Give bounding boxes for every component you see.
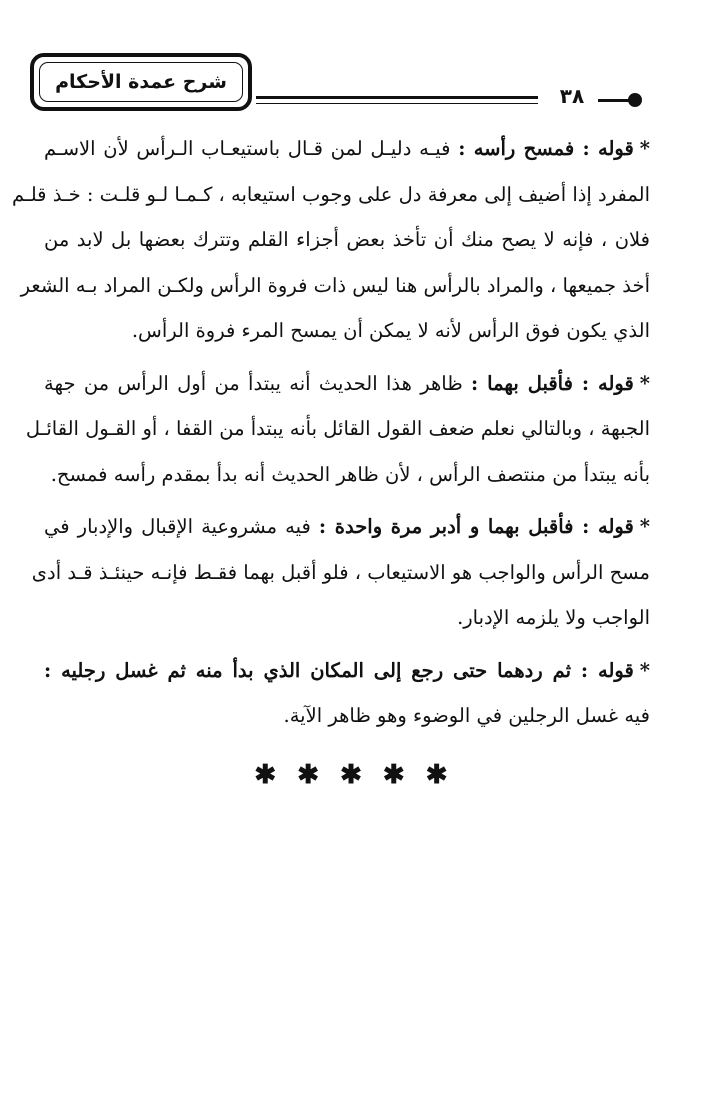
bullet-star-icon: * <box>639 137 650 160</box>
paragraph-line: المفرد إذا أضيف إلى معرفة دل على وجوب استيعابه ، كـمـا لـو قلـت : خـذ قلـم <box>12 182 650 206</box>
header-rule-thin <box>256 103 538 104</box>
header-title: شرح عمدة الأحكام <box>55 71 227 93</box>
paragraph-lead: قوله : فمسح رأسه : <box>458 137 634 160</box>
body-text <box>12 126 650 746</box>
paragraph-line <box>44 126 650 172</box>
paragraph-3 <box>31 504 650 641</box>
paragraph-line: فيه غسل الرجلين في الوضوء وهو ظاهر الآية. <box>283 704 650 727</box>
paragraph-text: ظاهر هذا الحديث أنه يبتدأ من أول الرأس من جهة <box>44 371 463 395</box>
paragraph-4 <box>44 648 650 739</box>
paragraph-line: أخذ جميعها ، والمراد بالرأس هنا ليس ذات فروة الرأس ولكـن المراد بـه الشعر <box>20 273 650 297</box>
paragraph-text: فيه مشروعية الإقبال والإدبار في <box>44 515 311 538</box>
paragraph-line: الجبهة ، وبالتالي نعلم ضعف القول القائل بأنه يبتدأ من القفا ، أو القـول القائـل <box>25 417 650 440</box>
header-rule <box>256 96 538 99</box>
paragraph-lead: قوله : فأقبل بهما : <box>471 371 634 395</box>
header-title-frame <box>30 53 252 111</box>
section-separator: ✱ ✱ ✱ ✱ ✱ <box>254 760 454 790</box>
paragraph-line: الذي يكون فوق الرأس لأنه لا يمكن أن يمسح المرء فروة الرأس. <box>131 319 650 342</box>
header-title-inner-frame <box>39 62 243 102</box>
page-number: ٣٨ <box>559 84 585 108</box>
paragraph-line <box>44 504 650 550</box>
paragraph-lead: قوله : فأقبل بهما و أدبر مرة واحدة : <box>318 515 634 538</box>
paragraph-line <box>44 361 650 407</box>
bullet-star-icon: * <box>639 371 650 395</box>
paragraph-text: فيـه دليـل لمن قـال باستيعـاب الـرأس لأن الاسـم <box>44 137 451 160</box>
paragraph-1 <box>12 126 650 354</box>
ornament-dot-icon <box>628 93 642 107</box>
bullet-star-icon: * <box>639 515 650 538</box>
paragraph-line <box>44 648 650 694</box>
paragraph-line: بأنه يبتدأ من منتصف الرأس ، لأن ظاهر الحديث أنه بدأ بمقدم رأسه فمسح. <box>50 462 650 486</box>
paragraph-line: الواجب ولا يلزمه الإدبار. <box>457 606 650 629</box>
paragraph-line: مسح الرأس والواجب هو الاستيعاب ، فلو أقبل بهما فقـط فإنـه حينئـذ قـد أدى <box>31 560 650 584</box>
paragraph-line: فلان ، فإنه لا يصح منك أن تأخذ بعض أجزاء القلم وتترك بعضها بل لابد من <box>44 228 650 251</box>
ornament-line <box>598 99 630 102</box>
paragraph-2 <box>25 361 650 498</box>
bullet-star-icon: * <box>639 658 650 682</box>
paragraph-lead: قوله : ثم ردهما حتى رجع إلى المكان الذي بدأ منه ثم غسل رجليه : <box>44 658 634 682</box>
